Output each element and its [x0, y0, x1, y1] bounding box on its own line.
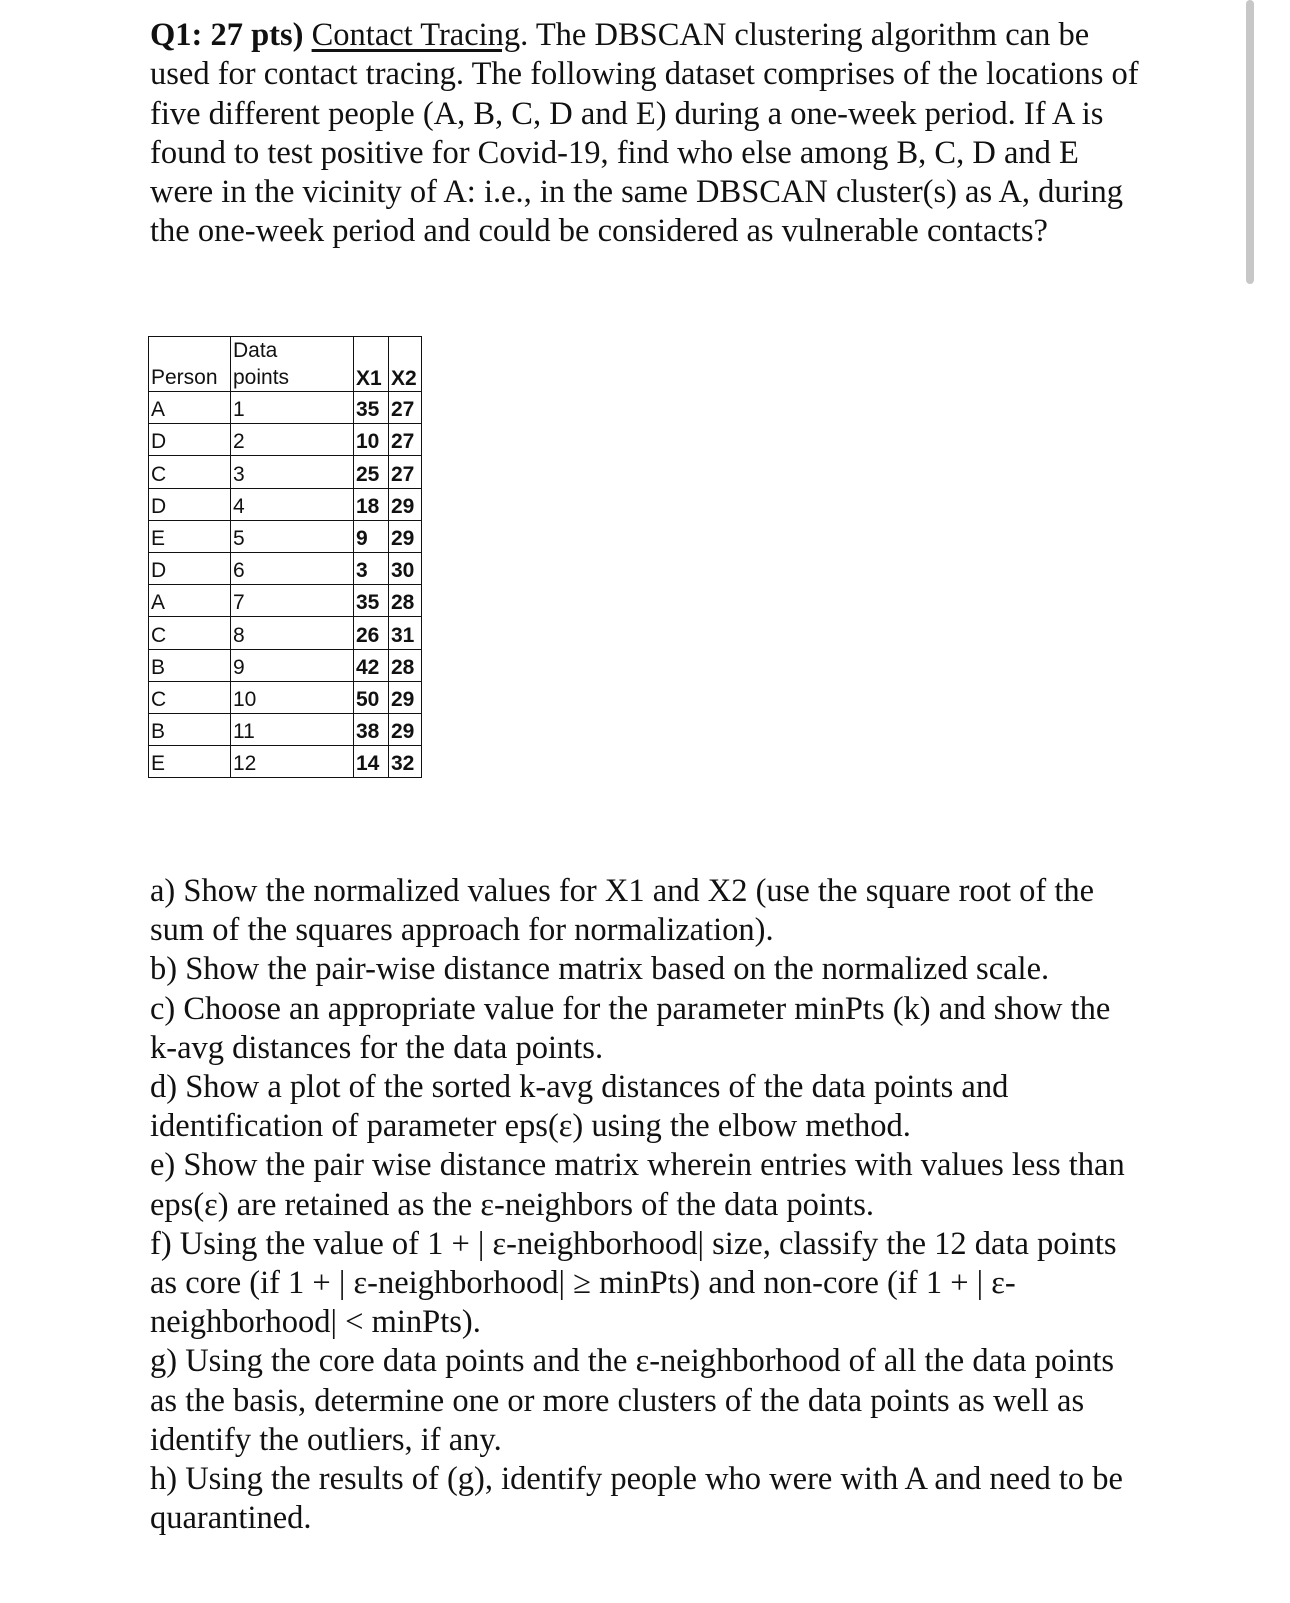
- table-row: [149, 617, 422, 649]
- cell-point: 12: [231, 746, 354, 778]
- table-row: [149, 681, 422, 713]
- cell-x2: 27: [389, 392, 422, 424]
- part-f: f) Using the value of 1 + | ε-neighborhood| size, classify the 12 data points as core (if 1 + | ε-neighborhood| ≥ minPts) and non-core (if 1 + | ε-neighborhood| < minPts).: [150, 1225, 1117, 1341]
- cell-x1: 38: [354, 713, 389, 745]
- header-x2: X2: [389, 337, 422, 392]
- cell-point: 10: [231, 681, 354, 713]
- cell-x2: 28: [389, 585, 422, 617]
- cell-x1: 3: [354, 552, 389, 584]
- cell-x1: 9: [354, 520, 389, 552]
- question-topic: Contact Tracing: [311, 17, 521, 53]
- cell-x1: 42: [354, 649, 389, 681]
- cell-person: D: [149, 424, 231, 456]
- cell-point: 3: [231, 456, 354, 488]
- cell-person: A: [149, 585, 231, 617]
- cell-point: 4: [231, 488, 354, 520]
- cell-x2: 29: [389, 681, 422, 713]
- cell-x2: 31: [389, 617, 422, 649]
- question-parts: [150, 872, 1140, 1538]
- question-text: [150, 16, 1140, 252]
- cell-x2: 29: [389, 520, 422, 552]
- table-row: [149, 552, 422, 584]
- table-row: [149, 520, 422, 552]
- part-b: b) Show the pair-wise distance matrix based on the normalized scale.: [150, 951, 1050, 988]
- cell-x2: 30: [389, 552, 422, 584]
- cell-x2: 32: [389, 746, 422, 778]
- cell-point: 8: [231, 617, 354, 649]
- cell-point: 5: [231, 520, 354, 552]
- cell-point: 1: [231, 392, 354, 424]
- part-a: a) Show the normalized values for X1 and X2 (use the square root of the sum of the squares approach for normalization).: [150, 873, 1095, 949]
- cell-point: 7: [231, 585, 354, 617]
- dataset-table: [148, 336, 422, 778]
- cell-person: C: [149, 456, 231, 488]
- part-g: g) Using the core data points and the ε-neighborhood of all the data points as the basis, determine one or more clusters of the data points as well as identify the outliers, if any.: [150, 1343, 1115, 1458]
- cell-x1: 26: [354, 617, 389, 649]
- cell-x1: 25: [354, 456, 389, 488]
- part-h: h) Using the results of (g), identify people who were with A and need to be quarantined.: [150, 1461, 1123, 1537]
- cell-person: C: [149, 617, 231, 649]
- vertical-scrollbar[interactable]: [1246, 0, 1254, 284]
- cell-person: A: [149, 392, 231, 424]
- cell-person: E: [149, 746, 231, 778]
- cell-person: B: [149, 713, 231, 745]
- table-row: [149, 488, 422, 520]
- cell-person: D: [149, 488, 231, 520]
- table-row: [149, 392, 422, 424]
- cell-x1: 14: [354, 746, 389, 778]
- header-x1: X1: [354, 337, 389, 392]
- cell-point: 11: [231, 713, 354, 745]
- question-body: . The DBSCAN clustering algorithm can be used for contact tracing. The following dataset comprises of the locations of five different people (A, B, C, D and E) during a one-week period. If A is found to test positive for Covid-19, find who else among B, C, D and E were in the vicinity of A: i.e., in the same DBSCAN cluster(s) as A, during the one-week period and could be considered as vulnerable contacts?: [150, 17, 1139, 250]
- cell-x1: 35: [354, 392, 389, 424]
- cell-x1: 10: [354, 424, 389, 456]
- cell-x2: 29: [389, 713, 422, 745]
- cell-x2: 27: [389, 424, 422, 456]
- table-row: [149, 424, 422, 456]
- part-c: c) Choose an appropriate value for the parameter minPts (k) and show the k-avg distances for the data points.: [150, 990, 1111, 1066]
- cell-x1: 35: [354, 585, 389, 617]
- table-row: [149, 456, 422, 488]
- cell-point: 6: [231, 552, 354, 584]
- table-row: [149, 746, 422, 778]
- part-d: d) Show a plot of the sorted k-avg distances of the data points and identification of parameter eps(ε) using the elbow method.: [150, 1069, 1009, 1145]
- cell-point: 2: [231, 424, 354, 456]
- cell-person: D: [149, 552, 231, 584]
- cell-x2: 27: [389, 456, 422, 488]
- header-person: Person: [149, 337, 231, 392]
- cell-x2: 28: [389, 649, 422, 681]
- table-row: [149, 585, 422, 617]
- question-number: Q1: 27 pts): [150, 17, 304, 53]
- cell-x1: 50: [354, 681, 389, 713]
- cell-person: E: [149, 520, 231, 552]
- header-data-points: Data points: [231, 337, 354, 392]
- table-row: [149, 713, 422, 745]
- cell-person: B: [149, 649, 231, 681]
- cell-x1: 18: [354, 488, 389, 520]
- part-e: e) Show the pair wise distance matrix wherein entries with values less than eps(ε) are retained as the ε-neighbors of the data points.: [150, 1147, 1125, 1223]
- cell-person: C: [149, 681, 231, 713]
- table-row: [149, 649, 422, 681]
- cell-point: 9: [231, 649, 354, 681]
- cell-x2: 29: [389, 488, 422, 520]
- table-header-row: [149, 337, 422, 392]
